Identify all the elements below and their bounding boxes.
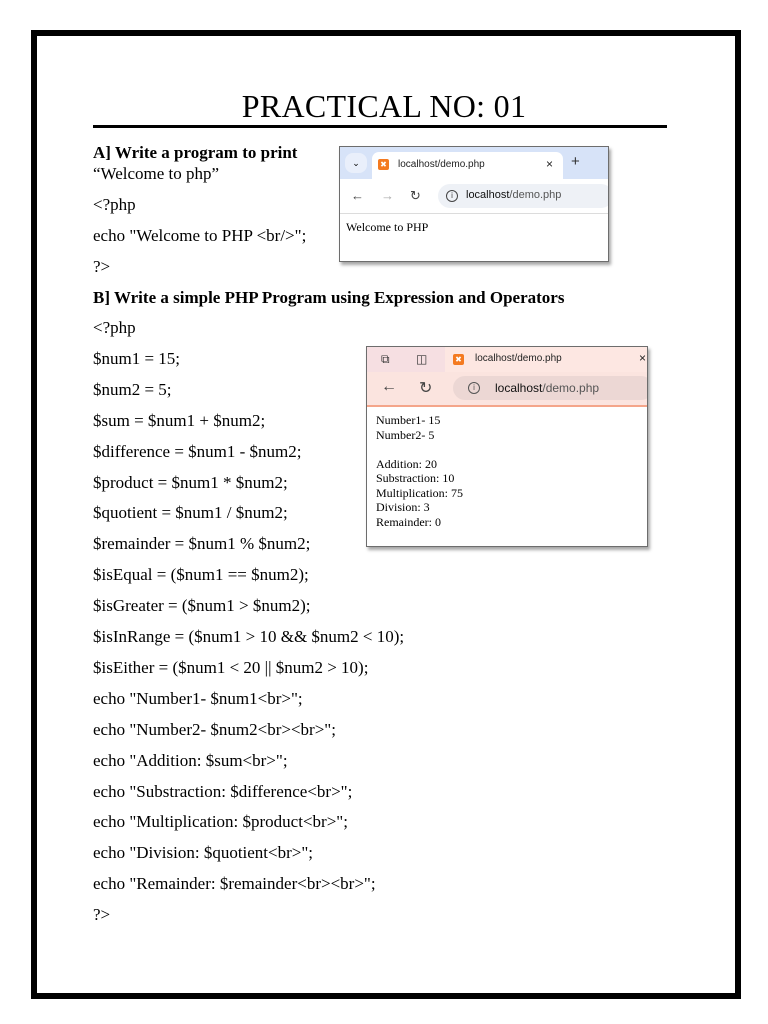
address-url — [495, 381, 599, 395]
code-line: <?php — [93, 318, 136, 337]
browser-tab — [445, 347, 647, 372]
code-line: $isEither = ($num1 < 20 || $num2 > 10); — [93, 657, 369, 677]
code-line: <?php — [93, 195, 136, 214]
info-icon: i — [446, 190, 458, 202]
tab-actions-icon: ⧉ — [381, 352, 390, 366]
browser-screenshot-a — [339, 146, 609, 262]
output-line: Addition: 20 — [376, 456, 438, 471]
code-line: $product = $num1 * $num2; — [93, 472, 288, 492]
output-line: Remainder: 0 — [376, 514, 441, 529]
output-line: Number1- 15 — [376, 413, 441, 427]
tab-bar — [340, 147, 608, 179]
url-path: /demo.php — [509, 189, 562, 201]
section-a-subheading: “Welcome to php” — [93, 164, 220, 183]
browser-tab — [372, 152, 563, 179]
page-title: PRACTICAL NO: 01 — [241, 88, 527, 124]
code-line: $difference = $num1 - $num2; — [93, 441, 302, 461]
url-host: localhost — [495, 381, 543, 395]
tab-bar — [367, 347, 647, 372]
page-output: Welcome to PHP — [346, 220, 429, 234]
title-underline — [93, 125, 667, 128]
code-line: echo "Number1- $num1<br>"; — [93, 688, 303, 708]
code-line: $isGreater = ($num1 > $num2); — [93, 596, 311, 616]
code-line: $quotient = $num1 / $num2; — [93, 503, 288, 523]
address-url — [466, 189, 561, 201]
sidebar-icon: ◫ — [416, 352, 428, 366]
section-b-heading: B] Write a simple PHP Program using Expression and Operators — [93, 288, 565, 307]
output-line: Multiplication: 75 — [376, 485, 463, 500]
code-line: $remainder = $num1 % $num2; — [93, 534, 311, 554]
new-tab-icon: + — [571, 153, 580, 170]
close-icon: × — [638, 351, 646, 365]
xampp-favicon-icon: ✖ — [453, 354, 464, 365]
code-line: echo "Division: $quotient<br>"; — [93, 843, 314, 863]
code-line: $sum = $num1 + $num2; — [93, 410, 266, 430]
forward-arrow-icon: → — [381, 188, 394, 203]
reload-icon: ↻ — [419, 380, 433, 397]
back-arrow-icon: ← — [351, 188, 364, 203]
page-output — [376, 413, 463, 529]
output-line: Division: 3 — [376, 500, 430, 514]
back-arrow-icon: ← — [381, 378, 397, 395]
url-path: /demo.php — [542, 381, 600, 395]
code-line: echo "Remainder: $remainder<br><br>"; — [93, 874, 376, 894]
code-line: echo "Substraction: $difference<br>"; — [93, 781, 353, 801]
info-icon: i — [468, 382, 480, 394]
xampp-favicon-icon: ✖ — [378, 159, 389, 170]
url-host: localhost — [466, 189, 510, 201]
code-line: echo "Multiplication: $product<br>"; — [93, 812, 348, 832]
code-line: echo "Number2- $num2<br><br>"; — [93, 719, 336, 739]
code-line: $isEqual = ($num1 == $num2); — [93, 565, 309, 585]
code-line: $isInRange = ($num1 > 10 && $num2 < 10); — [93, 627, 405, 646]
output-line: Number2- 5 — [376, 427, 435, 442]
chevron-down-icon: ⌄ — [345, 153, 367, 173]
tab-title: localhost/demo.php — [475, 353, 562, 364]
output-line — [376, 442, 463, 457]
code-line: echo "Welcome to PHP <br/>"; — [93, 226, 307, 245]
browser-screenshot-b — [366, 346, 648, 547]
code-line: ?> — [93, 905, 111, 925]
code-line: $num2 = 5; — [93, 379, 172, 399]
code-line: echo "Addition: $sum<br>"; — [93, 750, 288, 770]
code-line: ?> — [93, 257, 111, 276]
address-bar — [453, 376, 648, 400]
tab-title: localhost/demo.php — [398, 159, 485, 170]
output-line: Substraction: 10 — [376, 471, 455, 485]
address-toolbar — [340, 179, 608, 214]
close-icon: × — [545, 157, 553, 171]
code-line: $num1 = 15; — [93, 348, 181, 368]
reload-icon: ↻ — [410, 188, 421, 203]
address-toolbar — [367, 372, 647, 407]
address-bar — [438, 184, 609, 208]
section-a-heading: A] Write a program to print — [93, 143, 298, 162]
